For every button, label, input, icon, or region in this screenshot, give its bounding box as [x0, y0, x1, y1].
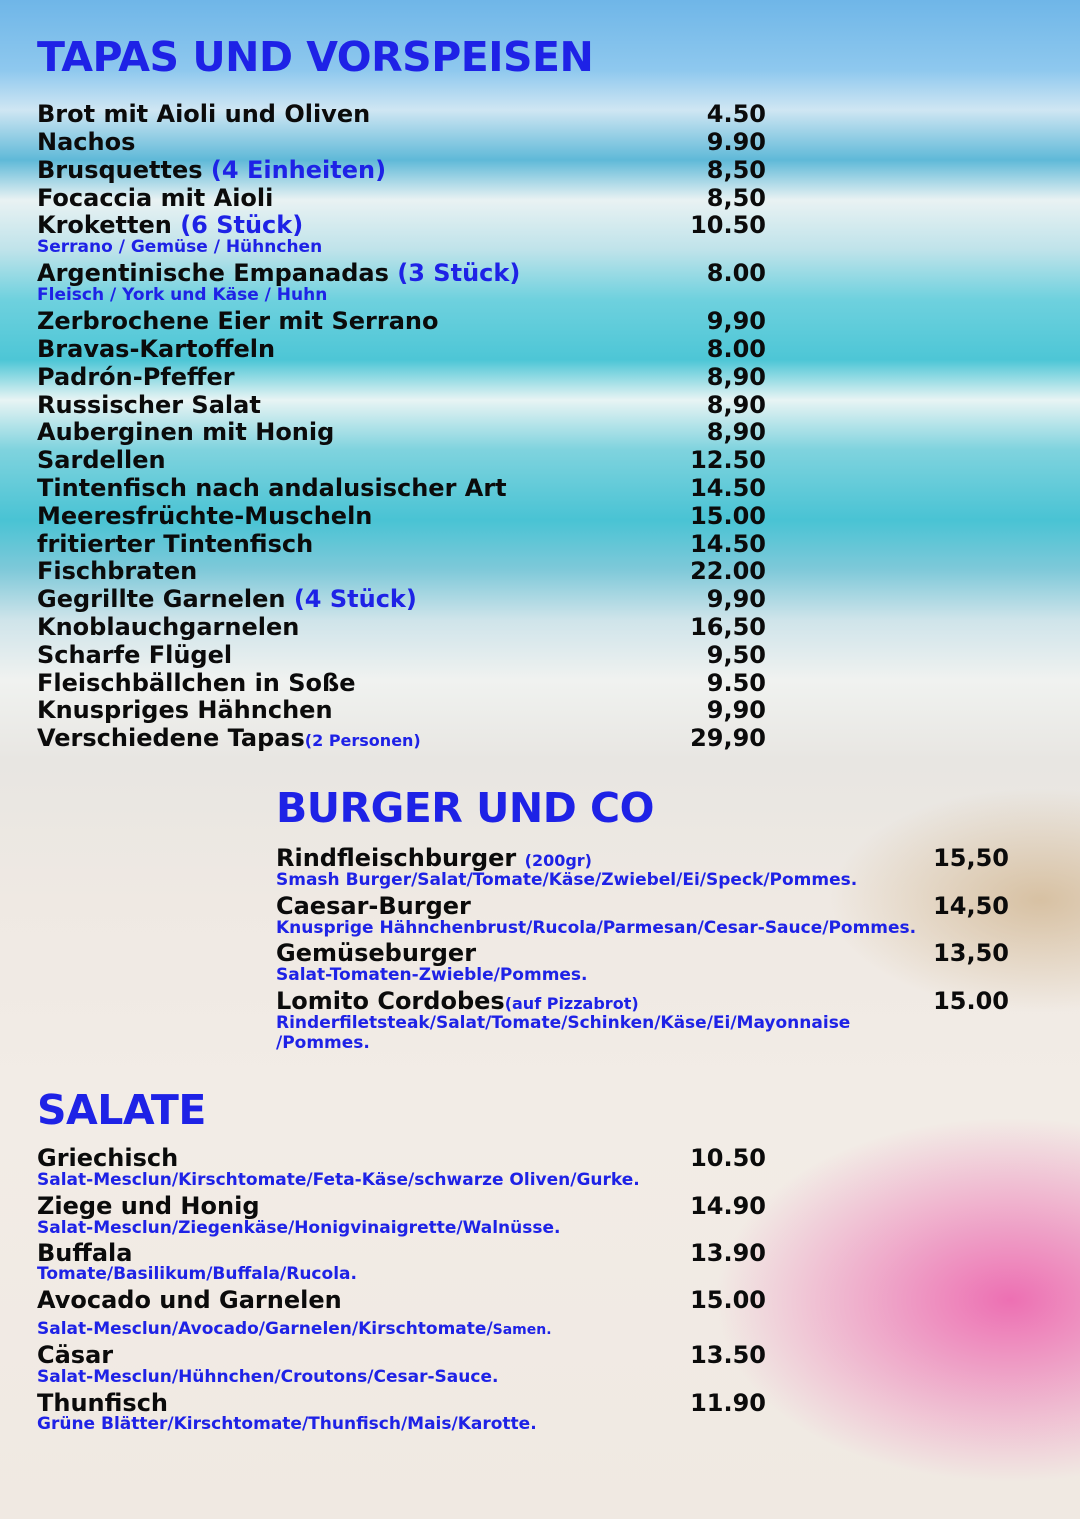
menu-item-price: 4.50: [706, 100, 766, 128]
menu-item-price: 13.90: [690, 1239, 766, 1267]
tapas-title: TAPAS UND VORSPEISEN: [37, 33, 594, 81]
menu-item-name: Kroketten (6 Stück): [37, 211, 304, 239]
menu-item-price: 8,90: [706, 363, 766, 391]
menu-item-name: Cäsar: [37, 1341, 114, 1369]
menu-item-price: 15.00: [690, 1286, 766, 1314]
menu-item-price: 8.00: [706, 259, 766, 287]
menu-item-name: Bravas-Kartoffeln: [37, 335, 276, 363]
menu-item-description-cont: /Pommes.: [276, 1033, 370, 1053]
menu-item-price: 16,50: [690, 613, 766, 641]
menu-item-name: Caesar-Burger: [276, 892, 471, 920]
menu-item-name: Griechisch: [37, 1144, 179, 1172]
menu-item-note: (4 Einheiten): [210, 156, 387, 184]
menu-item-description: Knusprige Hähnchenbrust/Rucola/Parmesan/Cesar-Sauce/Pommes.: [276, 918, 917, 938]
menu-item-price: 29,90: [690, 724, 766, 752]
menu-item-name: Zerbrochene Eier mit Serrano: [37, 307, 439, 335]
menu-item-note: (6 Stück): [180, 211, 304, 239]
menu-item-price: 11.90: [690, 1389, 766, 1417]
menu-item-name: Gemüseburger: [276, 939, 477, 967]
menu-item-description: Salat-Mesclun/Hühnchen/Croutons/Cesar-Sauce.: [37, 1367, 499, 1387]
menu-item-name: Verschiedene Tapas(2 Personen): [37, 724, 421, 752]
menu-item-name: Nachos: [37, 128, 136, 156]
menu-item-name: Russischer Salat: [37, 391, 261, 419]
menu-item-note: (3 Stück): [397, 259, 521, 287]
menu-item-price: 8,90: [706, 418, 766, 446]
menu-item-name: Knoblauchgarnelen: [37, 613, 300, 641]
menu-item-name: fritierter Tintenfisch: [37, 530, 314, 558]
menu-item-price: 9.50: [706, 669, 766, 697]
menu-item-description: Fleisch / York und Käse / Huhn: [37, 285, 328, 305]
burger-title: BURGER UND CO: [276, 784, 654, 832]
menu-item-price: 15.00: [933, 987, 1009, 1015]
menu-item-description: Salat-Mesclun/Ziegenkäse/Honigvinaigrette/Walnüsse.: [37, 1218, 561, 1238]
menu-item-description: Salat-Mesclun/Avocado/Garnelen/Kirschtomate/Samen.: [37, 1319, 552, 1339]
menu-item-name: Lomito Cordobes(auf Pizzabrot): [276, 987, 639, 1015]
menu-item-price: 22.00: [690, 557, 766, 585]
menu-item-price: 9.90: [706, 128, 766, 156]
menu-item-note: (2 Personen): [304, 731, 421, 750]
menu-item-name: Sardellen: [37, 446, 166, 474]
menu-item-price: 14,50: [933, 892, 1009, 920]
menu-item-price: 14.90: [690, 1192, 766, 1220]
menu-item-name: Rindfleischburger (200gr): [276, 844, 592, 872]
menu-item-price: 9,50: [706, 641, 766, 669]
menu-item-price: 13.50: [690, 1341, 766, 1369]
menu-item-price: 15.00: [690, 502, 766, 530]
salate-title: SALATE: [37, 1086, 206, 1134]
menu-item-note: (auf Pizzabrot): [504, 994, 639, 1013]
menu-item-price: 15,50: [933, 844, 1009, 872]
menu-item-name: Focaccia mit Aioli: [37, 184, 274, 212]
menu-item-name: Thunfisch: [37, 1389, 169, 1417]
menu-item-name: Buffala: [37, 1239, 133, 1267]
menu-item-name: Tintenfisch nach andalusischer Art: [37, 474, 507, 502]
menu-item-price: 10.50: [690, 1144, 766, 1172]
menu-item-description: Salat-Tomaten-Zwieble/Pommes.: [276, 965, 588, 985]
menu-item-description-small: Samen.: [492, 1322, 552, 1338]
menu-item-name: Meeresfrüchte-Muscheln: [37, 502, 373, 530]
menu-item-name: Padrón-Pfeffer: [37, 363, 235, 391]
menu-item-description: Grüne Blätter/Kirschtomate/Thunfisch/Mais/Karotte.: [37, 1414, 537, 1434]
menu-item-name: Brusquettes (4 Einheiten): [37, 156, 387, 184]
menu-item-name: Gegrillte Garnelen (4 Stück): [37, 585, 417, 613]
menu-item-name: Ziege und Honig: [37, 1192, 260, 1220]
menu-item-price: 9,90: [706, 696, 766, 724]
menu-item-price: 12.50: [690, 446, 766, 474]
menu-item-price: 10.50: [690, 211, 766, 239]
menu-item-price: 9,90: [706, 585, 766, 613]
menu-item-name: Fleischbällchen in Soße: [37, 669, 356, 697]
menu-item-description: Smash Burger/Salat/Tomate/Käse/Zwiebel/Ei/Speck/Pommes.: [276, 870, 858, 890]
menu-item-price: 8.00: [706, 335, 766, 363]
menu-item-price: 8,50: [706, 156, 766, 184]
menu-item-name: Scharfe Flügel: [37, 641, 233, 669]
menu-item-price: 14.50: [690, 474, 766, 502]
menu-item-note: (4 Stück): [293, 585, 417, 613]
menu-item-description: Rinderfiletsteak/Salat/Tomate/Schinken/Käse/Ei/Mayonnaise: [276, 1013, 851, 1033]
menu-item-name: Knuspriges Hähnchen: [37, 696, 333, 724]
menu-item-note: (200gr): [524, 851, 592, 870]
menu-item-name: Avocado und Garnelen: [37, 1286, 342, 1314]
menu-item-price: 8,90: [706, 391, 766, 419]
menu-item-description: Serrano / Gemüse / Hühnchen: [37, 237, 323, 257]
menu-item-name: Fischbraten: [37, 557, 198, 585]
menu-item-name: Argentinische Empanadas (3 Stück): [37, 259, 521, 287]
menu-item-price: 13,50: [933, 939, 1009, 967]
menu-item-price: 8,50: [706, 184, 766, 212]
menu-item-price: 9,90: [706, 307, 766, 335]
menu-item-name: Brot mit Aioli und Oliven: [37, 100, 371, 128]
menu-item-description: Salat-Mesclun/Kirschtomate/Feta-Käse/schwarze Oliven/Gurke.: [37, 1170, 640, 1190]
menu-item-description: Tomate/Basilikum/Buffala/Rucola.: [37, 1264, 357, 1284]
menu-item-price: 14.50: [690, 530, 766, 558]
menu-item-name: Auberginen mit Honig: [37, 418, 335, 446]
